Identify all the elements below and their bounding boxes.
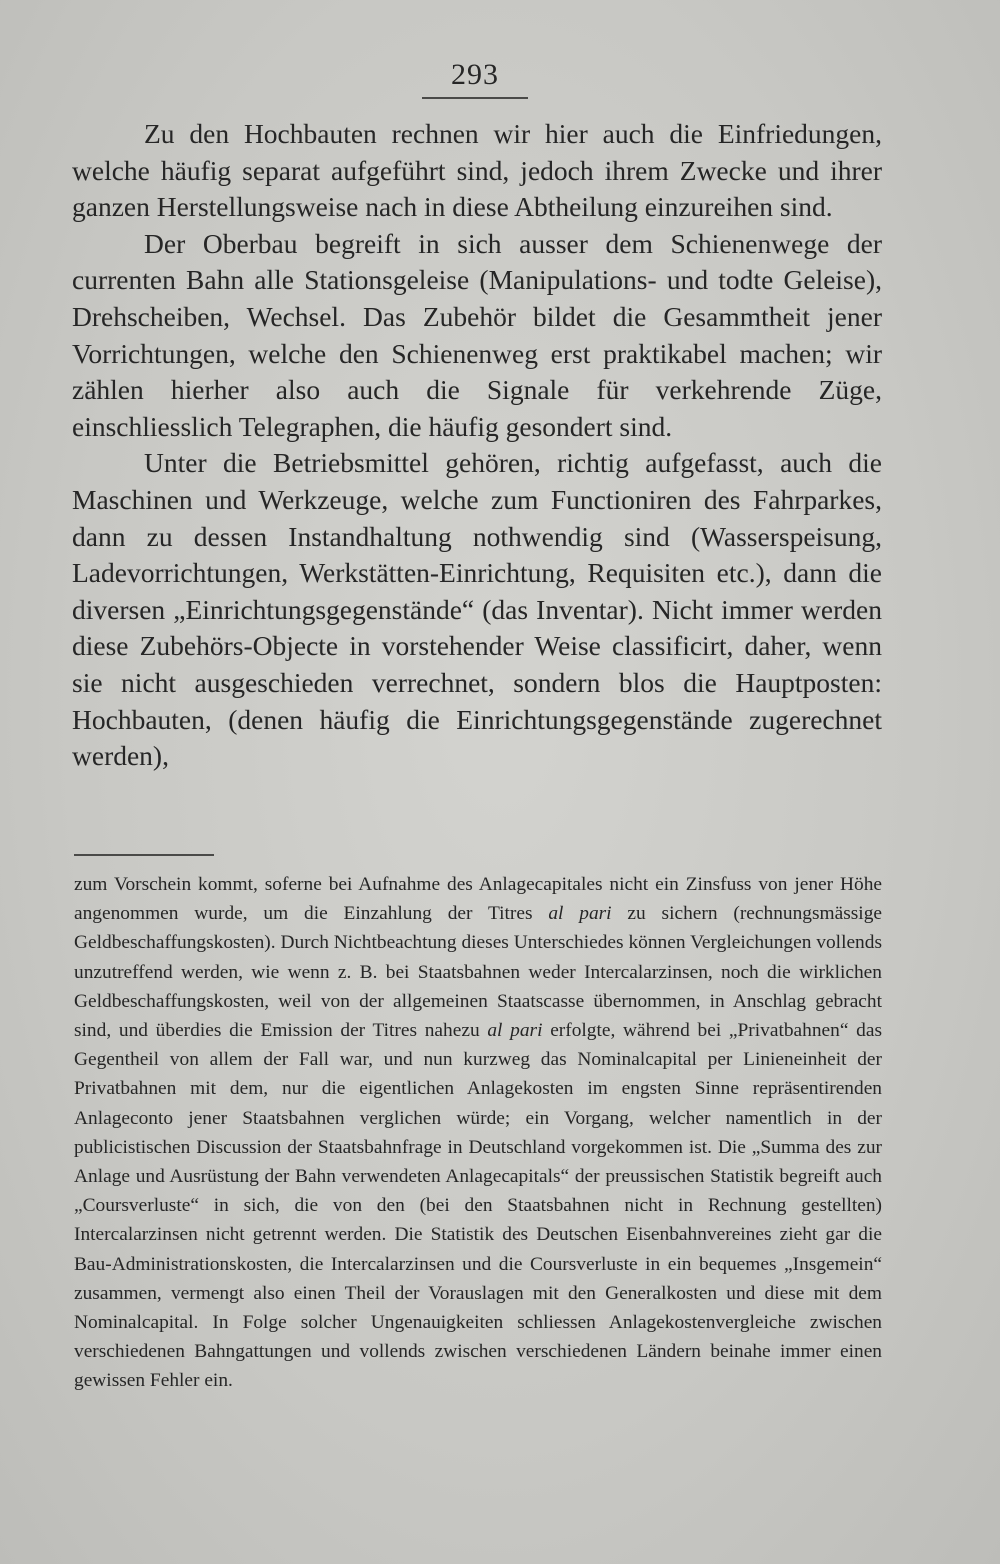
page-number-rule xyxy=(422,97,528,99)
footnote-text-part-1: zum Vorschein kommt, soferne bei Aufnahme des Anlagecapitales nicht ein Zinsfuss von jener Höhe angenommen wurde, um die Einzahlung der Titres xyxy=(74,874,882,925)
main-text xyxy=(72,116,882,775)
paragraph-betriebsmittel: Unter die Betriebsmittel gehören, richtig aufgefasst, auch die Maschinen und Werkzeuge, welche zum Functioniren des Fahrparkes, dann zu dessen Instandhaltung nothwendig sind (Wasserspeisung, Ladevorrichtungen, Werkstätten-Einrichtung, Requisiten etc.), dann die diversen „Einrichtungsgegenstände“ (das Inventar). Nicht immer werden diese Zubehörs-Objecte in vorstehender Weise classificirt, daher, wenn sie nicht ausgeschieden verrechnet, sondern blos die Hauptposten: Hochbauten, (denen häufig die Einrichtungsgegenstände zugerechnet werden), xyxy=(72,447,882,772)
page-number: 293 xyxy=(451,58,499,91)
footnote-text-part-2: zu sichern (rechnungsmässige Geldbeschaffungskosten). Durch Nichtbeachtung dieses Unterschiedes können Vergleichungen vollends unzutreffend werden, wie wenn z. B. bei Staatsbahnen weder Intercalarzinsen, noch die wirklichen Geldbeschaffungskosten, weil von der allgemeinen Staatscasse übernommen, in Anschlag gebracht sind, und überdies die Emission der Titres nahezu xyxy=(74,903,882,1042)
paragraph-hochbauten: Zu den Hochbauten rechnen wir hier auch die Einfriedungen, welche häufig separat aufgeführt sind, jedoch ihrem Zwecke und ihrer ganzen Herstellungsweise nach in diese Abtheilung einzureihen sind. xyxy=(72,118,882,223)
footnote-italic-al-pari-2: al pari xyxy=(487,1020,543,1042)
footnote xyxy=(74,870,882,1396)
footnote-rule xyxy=(74,854,214,856)
footnote-paragraph xyxy=(74,870,882,1396)
footnote-italic-al-pari-1: al pari xyxy=(548,903,612,925)
paragraph-oberbau: Der Oberbau begreift in sich ausser dem Schienenwege der currenten Bahn alle Stationsgeleise (Manipulations- und todte Geleise), Drehscheiben, Wechsel. Das Zubehör bildet die Gesammtheit jener Vorrichtungen, welche den Schienenweg erst praktikabel machen; wir zählen hierher also auch die Signale für verkehrende Züge, einschliesslich Telegraphen, die häufig gesondert sind. xyxy=(72,227,882,442)
footnote-text-part-3: erfolgte, während bei „Privatbahnen“ das Gegentheil von allem der Fall war, und nun kurzweg das Nominalcapital per Linieneinheit der Privatbahnen mit dem, nur die eigentlichen Anlagekosten im engsten Sinne repräsentirenden Anlageconto jener Staatsbahnen verglichen würde; ein Vorgang, welcher namentlich in der publicistischen Discussion der Staatsbahnfrage in Deutschland vorgekommen ist. Die „Summa des zur Anlage und Ausrüstung der Bahn verwendeten Anlagecapitals“ der preussischen Statistik begreift auch „Coursverluste“ in sich, die von den (bei den Staatsbahnen nicht in Rechnung gestellten) Intercalarzinsen nicht getrennt werden. Die Statistik des Deutschen Eisenbahnvereines zieht gar die Bau-Administrationskosten, die Intercalarzinsen und die Coursverluste in ein bequemes „Insgemein“ zusammen, vermengt also einen Theil der Vorauslagen mit den Generalkosten und diese mit dem Nominalcapital. In Folge solcher Ungenauigkeiten schliessen Anlagekostenvergleiche zwischen verschiedenen Bahngattungen und vollends zwischen verschiedenen Ländern beinahe immer einen gewissen Fehler ein. xyxy=(74,1020,882,1392)
